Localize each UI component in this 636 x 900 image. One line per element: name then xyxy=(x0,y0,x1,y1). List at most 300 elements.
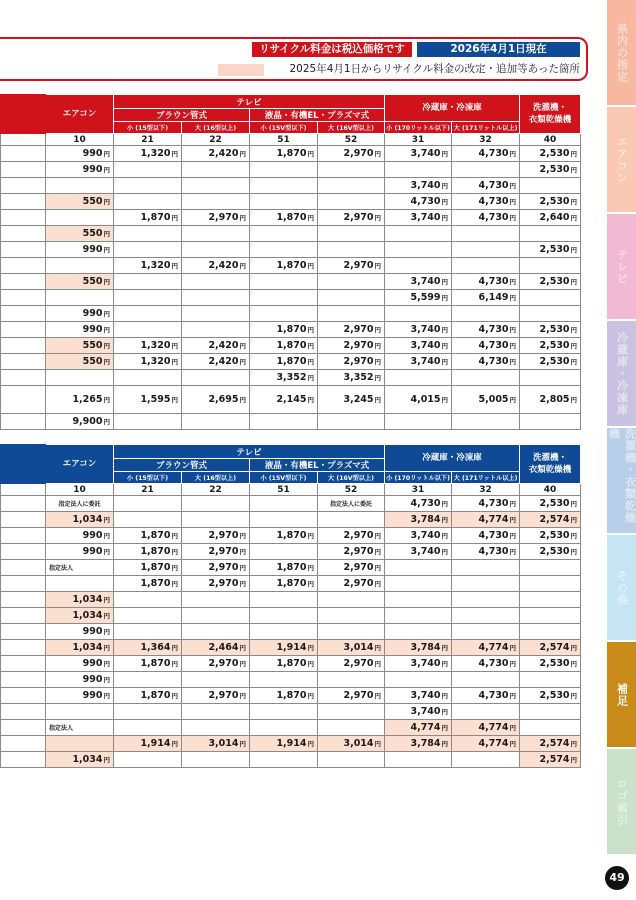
aircon-fee-cell: 550 円 xyxy=(46,274,114,290)
fee-cell xyxy=(385,592,452,608)
aircon-fee-cell: 990 円 xyxy=(46,242,114,258)
item-code: 51 xyxy=(250,134,318,146)
fee-cell xyxy=(385,560,452,576)
aircon-fee-cell: 990 円 xyxy=(46,624,114,640)
col-header-aircon: エアコン xyxy=(46,445,114,484)
fee-cell: 3,245 円 xyxy=(318,386,385,414)
fee-cell xyxy=(318,624,385,640)
aircon-fee-cell xyxy=(46,370,114,386)
fee-cell xyxy=(250,720,318,736)
row-label-cell xyxy=(1,576,46,592)
fee-cell xyxy=(318,752,385,768)
fee-cell xyxy=(520,608,581,624)
fee-cell: 1,364 円 xyxy=(114,640,182,656)
fee-cell: 4,730 円 xyxy=(452,146,520,162)
col-header-size: 大 (171リットル以上) xyxy=(452,472,520,484)
fee-cell: 2,530 円 xyxy=(520,162,581,178)
fee-cell: 2,574 円 xyxy=(520,640,581,656)
index-tab-label: 県内の指定 xyxy=(615,22,629,83)
col-header-size: 大 (171リットル以上) xyxy=(452,122,520,134)
table-row xyxy=(1,322,581,338)
fee-cell xyxy=(182,592,250,608)
row-label-cell xyxy=(1,322,46,338)
fee-cell: 3,740 円 xyxy=(385,178,452,194)
fee-cell: 4,730 円 xyxy=(452,194,520,210)
fee-cell: 3,352 円 xyxy=(250,370,318,386)
table-row xyxy=(1,210,581,226)
fee-cell: 4,730 円 xyxy=(452,338,520,354)
fee-cell xyxy=(452,608,520,624)
fee-cell xyxy=(182,370,250,386)
fee-cell: 3,740 円 xyxy=(385,146,452,162)
fee-cell: 1,870 円 xyxy=(114,688,182,704)
aircon-fee-cell: 990 円 xyxy=(46,528,114,544)
fee-cell: 3,740 円 xyxy=(385,704,452,720)
fee-cell xyxy=(520,414,581,430)
fee-cell: 5,005 円 xyxy=(452,386,520,414)
fee-cell xyxy=(250,624,318,640)
fee-cell: 2,970 円 xyxy=(182,210,250,226)
fee-cell xyxy=(318,512,385,528)
fee-cell: 6,149 円 xyxy=(452,290,520,306)
fee-cell: 4,730 円 xyxy=(452,496,520,512)
table-row xyxy=(1,736,581,752)
row-label-cell xyxy=(1,496,46,512)
fee-cell: 1,870 円 xyxy=(250,354,318,370)
fee-cell xyxy=(520,178,581,194)
fee-cell xyxy=(182,226,250,242)
fee-cell xyxy=(114,306,182,322)
fee-cell: 2,420 円 xyxy=(182,354,250,370)
fee-cell: 1,870 円 xyxy=(114,528,182,544)
col-header-size: 大 (16V型以上) xyxy=(318,472,385,484)
fee-cell xyxy=(318,414,385,430)
fee-cell: 3,014 円 xyxy=(318,736,385,752)
row-label-cell xyxy=(1,146,46,162)
col-header-fridge: 冷蔵庫・冷凍庫 xyxy=(385,95,520,122)
fee-cell: 1,870 円 xyxy=(114,576,182,592)
fee-cell: 4,015 円 xyxy=(385,386,452,414)
recycling-fee-table-2 xyxy=(0,444,581,768)
fee-cell xyxy=(385,258,452,274)
table-row xyxy=(1,162,581,178)
fee-cell xyxy=(114,672,182,688)
aircon-fee-cell: 指定法人に委託 xyxy=(46,496,114,512)
aircon-fee-cell xyxy=(46,576,114,592)
row-label-cell xyxy=(1,672,46,688)
index-tab[interactable] xyxy=(607,535,636,640)
table-row xyxy=(1,656,581,672)
fee-cell: 4,730 円 xyxy=(452,178,520,194)
col-header-washer: 洗濯機・ 衣類乾燥機 xyxy=(520,95,581,134)
fee-cell: 4,730 円 xyxy=(452,656,520,672)
fee-cell: 1,320 円 xyxy=(114,146,182,162)
aircon-fee-cell: 指定法人 xyxy=(46,560,114,576)
fee-cell xyxy=(250,592,318,608)
fee-cell xyxy=(250,306,318,322)
fee-cell: 2,530 円 xyxy=(520,496,581,512)
fee-cell: 2,970 円 xyxy=(318,688,385,704)
item-code: 31 xyxy=(385,484,452,496)
fee-cell xyxy=(114,242,182,258)
fee-cell: 4,774 円 xyxy=(385,720,452,736)
fee-cell xyxy=(520,258,581,274)
fee-cell xyxy=(114,496,182,512)
fee-cell: 3,784 円 xyxy=(385,736,452,752)
fee-cell xyxy=(520,672,581,688)
aircon-fee-cell xyxy=(46,258,114,274)
fee-cell: 1,870 円 xyxy=(250,528,318,544)
fee-cell xyxy=(385,414,452,430)
fee-cell: 1,870 円 xyxy=(114,544,182,560)
fee-cell: 4,730 円 xyxy=(452,528,520,544)
fee-cell xyxy=(182,414,250,430)
row-label-cell xyxy=(1,608,46,624)
aircon-fee-cell: 1,034 円 xyxy=(46,608,114,624)
fee-cell xyxy=(250,242,318,258)
row-label-cell xyxy=(1,688,46,704)
fee-cell xyxy=(520,306,581,322)
fee-cell xyxy=(182,274,250,290)
fee-cell xyxy=(385,608,452,624)
aircon-fee-cell: 指定法人 xyxy=(46,720,114,736)
fee-cell: 4,730 円 xyxy=(452,210,520,226)
fee-cell: 1,870 円 xyxy=(250,576,318,592)
fee-cell: 4,774 円 xyxy=(452,640,520,656)
fee-cell: 1,914 円 xyxy=(250,736,318,752)
table-row xyxy=(1,512,581,528)
fee-cell: 2,574 円 xyxy=(520,752,581,768)
revision-highlight-swatch xyxy=(218,64,264,76)
item-code: 22 xyxy=(182,134,250,146)
fee-cell xyxy=(114,414,182,430)
fee-cell: 2,970 円 xyxy=(318,576,385,592)
row-label-cell xyxy=(1,258,46,274)
aircon-fee-cell: 1,034 円 xyxy=(46,640,114,656)
fee-cell xyxy=(250,226,318,242)
row-label-cell xyxy=(1,736,46,752)
fee-cell: 1,320 円 xyxy=(114,354,182,370)
fee-cell: 2,970 円 xyxy=(182,656,250,672)
fee-cell: 3,352 円 xyxy=(318,370,385,386)
fee-cell: 3,784 円 xyxy=(385,512,452,528)
index-tab[interactable] xyxy=(607,428,636,533)
col-header-aircon: エアコン xyxy=(46,95,114,134)
index-tab[interactable] xyxy=(607,107,636,212)
fee-cell xyxy=(182,162,250,178)
fee-cell xyxy=(250,704,318,720)
table-row xyxy=(1,544,581,560)
aircon-fee-cell xyxy=(46,736,114,752)
table-row xyxy=(1,672,581,688)
fee-cell xyxy=(452,370,520,386)
row-label-cell xyxy=(1,162,46,178)
row-label-cell xyxy=(1,210,46,226)
fee-cell xyxy=(250,544,318,560)
fee-cell: 2,970 円 xyxy=(318,656,385,672)
col-header-lcd: 液晶・有機EL・プラズマ式 xyxy=(250,459,385,472)
aircon-fee-cell: 990 円 xyxy=(46,544,114,560)
fee-cell xyxy=(385,162,452,178)
row-label-cell xyxy=(1,528,46,544)
row-label-cell xyxy=(1,720,46,736)
aircon-fee-cell: 550 円 xyxy=(46,194,114,210)
fee-cell: 2,574 円 xyxy=(520,512,581,528)
fee-cell xyxy=(520,290,581,306)
code-row-blank xyxy=(1,484,46,496)
aircon-fee-cell xyxy=(46,210,114,226)
col-header-fridge: 冷蔵庫・冷凍庫 xyxy=(385,445,520,472)
aircon-fee-cell: 990 円 xyxy=(46,146,114,162)
fee-cell xyxy=(114,194,182,210)
fee-cell xyxy=(318,672,385,688)
fee-cell xyxy=(520,576,581,592)
fee-cell xyxy=(452,592,520,608)
fee-cell xyxy=(250,512,318,528)
fee-cell xyxy=(452,752,520,768)
fee-cell: 1,870 円 xyxy=(114,560,182,576)
fee-cell: 3,740 円 xyxy=(385,656,452,672)
fee-cell: 2,970 円 xyxy=(182,576,250,592)
index-tab[interactable] xyxy=(607,749,636,854)
table-row xyxy=(1,496,581,512)
fee-cell xyxy=(250,608,318,624)
header-blank-cell xyxy=(1,95,46,134)
fee-cell: 3,740 円 xyxy=(385,544,452,560)
aircon-fee-cell: 990 円 xyxy=(46,306,114,322)
col-header-tv: テレビ xyxy=(114,95,385,109)
fee-cell: 3,740 円 xyxy=(385,210,452,226)
fee-cell xyxy=(114,512,182,528)
row-label-cell xyxy=(1,544,46,560)
fee-cell: 2,970 円 xyxy=(318,528,385,544)
table-row xyxy=(1,338,581,354)
fee-cell: 2,805 円 xyxy=(520,386,581,414)
row-label-cell xyxy=(1,640,46,656)
fee-cell xyxy=(114,608,182,624)
fee-cell: 2,970 円 xyxy=(318,354,385,370)
aircon-fee-cell: 1,034 円 xyxy=(46,512,114,528)
fee-cell: 3,740 円 xyxy=(385,528,452,544)
fee-cell xyxy=(114,370,182,386)
fee-cell xyxy=(452,242,520,258)
col-header-size: 小 (15V型以下) xyxy=(250,122,318,134)
fee-cell xyxy=(385,752,452,768)
fee-cell: 4,774 円 xyxy=(452,720,520,736)
table-row xyxy=(1,354,581,370)
fee-cell xyxy=(114,322,182,338)
index-tab-label: ロゴ索引 xyxy=(615,777,629,826)
fee-cell xyxy=(250,162,318,178)
code-row-blank xyxy=(1,134,46,146)
row-label-cell xyxy=(1,178,46,194)
table-row xyxy=(1,386,581,414)
fee-cell: 4,774 円 xyxy=(452,512,520,528)
fee-cell xyxy=(520,560,581,576)
fee-cell: 2,695 円 xyxy=(182,386,250,414)
row-label-cell xyxy=(1,704,46,720)
item-code: 51 xyxy=(250,484,318,496)
row-label-cell xyxy=(1,592,46,608)
fee-cell xyxy=(250,672,318,688)
index-tab-label: 洗濯機・衣類乾燥機 xyxy=(607,428,636,524)
fee-cell xyxy=(114,704,182,720)
index-tab-label: 補足 xyxy=(615,682,629,707)
col-header-size: 小 (170リットル以下) xyxy=(385,472,452,484)
fee-cell xyxy=(182,178,250,194)
table-row xyxy=(1,242,581,258)
fee-cell: 3,740 円 xyxy=(385,338,452,354)
aircon-fee-cell xyxy=(46,290,114,306)
fee-cell xyxy=(182,512,250,528)
row-label-cell xyxy=(1,512,46,528)
fee-cell: 1,870 円 xyxy=(114,210,182,226)
fee-cell xyxy=(318,178,385,194)
fee-cell: 3,740 円 xyxy=(385,354,452,370)
fee-cell: 2,970 円 xyxy=(182,560,250,576)
fee-cell xyxy=(520,704,581,720)
fee-cell xyxy=(385,242,452,258)
table-row xyxy=(1,592,581,608)
fee-cell: 1,870 円 xyxy=(250,258,318,274)
table-row xyxy=(1,528,581,544)
fee-cell: 2,970 円 xyxy=(182,688,250,704)
aircon-fee-cell: 990 円 xyxy=(46,688,114,704)
fee-cell xyxy=(114,290,182,306)
fee-cell: 1,320 円 xyxy=(114,338,182,354)
aircon-fee-cell: 990 円 xyxy=(46,322,114,338)
item-code: 22 xyxy=(182,484,250,496)
fee-cell: 2,530 円 xyxy=(520,146,581,162)
fee-cell: 2,970 円 xyxy=(318,338,385,354)
table-row xyxy=(1,178,581,194)
col-header-tv: テレビ xyxy=(114,445,385,459)
fee-cell: 1,595 円 xyxy=(114,386,182,414)
aircon-fee-cell: 990 円 xyxy=(46,162,114,178)
fee-cell xyxy=(520,370,581,386)
table-row xyxy=(1,258,581,274)
page-number: 49 xyxy=(605,866,629,890)
as-of-date-label: 2026年4月1日現在 xyxy=(417,42,580,57)
fee-cell: 4,774 円 xyxy=(452,736,520,752)
fee-cell: 1,870 円 xyxy=(250,338,318,354)
fee-cell xyxy=(520,720,581,736)
fee-cell xyxy=(318,162,385,178)
fee-cell xyxy=(318,608,385,624)
fee-cell xyxy=(114,178,182,194)
fee-cell xyxy=(452,414,520,430)
row-label-cell xyxy=(1,226,46,242)
fee-cell xyxy=(250,178,318,194)
fee-cell xyxy=(318,592,385,608)
fee-cell xyxy=(385,306,452,322)
fee-cell xyxy=(250,414,318,430)
fee-cell xyxy=(452,226,520,242)
index-tab[interactable] xyxy=(607,321,636,426)
row-label-cell xyxy=(1,656,46,672)
fee-cell: 2,530 円 xyxy=(520,656,581,672)
fee-cell: 2,640 円 xyxy=(520,210,581,226)
col-header-size: 小 (170リットル以下) xyxy=(385,122,452,134)
fee-cell: 5,599 円 xyxy=(385,290,452,306)
fee-cell xyxy=(182,290,250,306)
row-label-cell xyxy=(1,370,46,386)
table-row xyxy=(1,688,581,704)
fee-cell: 4,730 円 xyxy=(385,496,452,512)
fee-cell: 1,870 円 xyxy=(250,210,318,226)
table-row xyxy=(1,640,581,656)
fee-cell xyxy=(452,576,520,592)
aircon-fee-cell: 550 円 xyxy=(46,354,114,370)
fee-cell: 2,530 円 xyxy=(520,544,581,560)
fee-cell xyxy=(520,226,581,242)
fee-cell: 4,730 円 xyxy=(452,688,520,704)
index-tab[interactable] xyxy=(607,0,636,105)
row-label-cell xyxy=(1,306,46,322)
fee-cell: 2,420 円 xyxy=(182,258,250,274)
index-tab-label: その他 xyxy=(615,569,629,606)
row-label-cell xyxy=(1,560,46,576)
aircon-fee-cell: 9,900 円 xyxy=(46,414,114,430)
fee-cell xyxy=(318,226,385,242)
fee-cell xyxy=(318,306,385,322)
fee-cell xyxy=(452,162,520,178)
aircon-fee-cell: 1,034 円 xyxy=(46,752,114,768)
fee-cell xyxy=(114,624,182,640)
header-blank-cell xyxy=(1,445,46,484)
table-row xyxy=(1,194,581,210)
table-row xyxy=(1,720,581,736)
col-header-washer: 洗濯機・ 衣類乾燥機 xyxy=(520,445,581,484)
fee-cell xyxy=(385,370,452,386)
fee-cell: 2,420 円 xyxy=(182,338,250,354)
row-label-cell xyxy=(1,290,46,306)
fee-cell xyxy=(250,496,318,512)
fee-cell xyxy=(182,704,250,720)
fee-cell xyxy=(318,704,385,720)
fee-cell xyxy=(452,306,520,322)
table-row xyxy=(1,226,581,242)
col-header-size: 大 (16型以上) xyxy=(182,472,250,484)
aircon-fee-cell xyxy=(46,178,114,194)
tax-included-label: リサイクル料金は税込価格です xyxy=(252,42,412,57)
table-row xyxy=(1,274,581,290)
aircon-fee-cell: 550 円 xyxy=(46,226,114,242)
fee-cell: 2,530 円 xyxy=(520,338,581,354)
item-code: 52 xyxy=(318,484,385,496)
fee-cell: 2,420 円 xyxy=(182,146,250,162)
table-row xyxy=(1,370,581,386)
row-label-cell xyxy=(1,386,46,414)
fee-cell: 2,530 円 xyxy=(520,274,581,290)
fee-cell xyxy=(318,274,385,290)
fee-cell xyxy=(114,592,182,608)
table-row xyxy=(1,704,581,720)
fee-cell: 2,530 円 xyxy=(520,322,581,338)
fee-cell: 4,730 円 xyxy=(452,354,520,370)
col-header-size: 小 (15型以下) xyxy=(114,122,182,134)
index-tab[interactable] xyxy=(607,642,636,747)
fee-cell xyxy=(452,258,520,274)
fee-cell: 2,970 円 xyxy=(182,528,250,544)
fee-cell: 3,740 円 xyxy=(385,274,452,290)
fee-cell: 1,914 円 xyxy=(114,736,182,752)
fee-cell xyxy=(520,592,581,608)
index-tab[interactable] xyxy=(607,214,636,319)
fee-cell: 4,730 円 xyxy=(385,194,452,210)
fee-cell xyxy=(318,290,385,306)
item-code: 21 xyxy=(114,484,182,496)
